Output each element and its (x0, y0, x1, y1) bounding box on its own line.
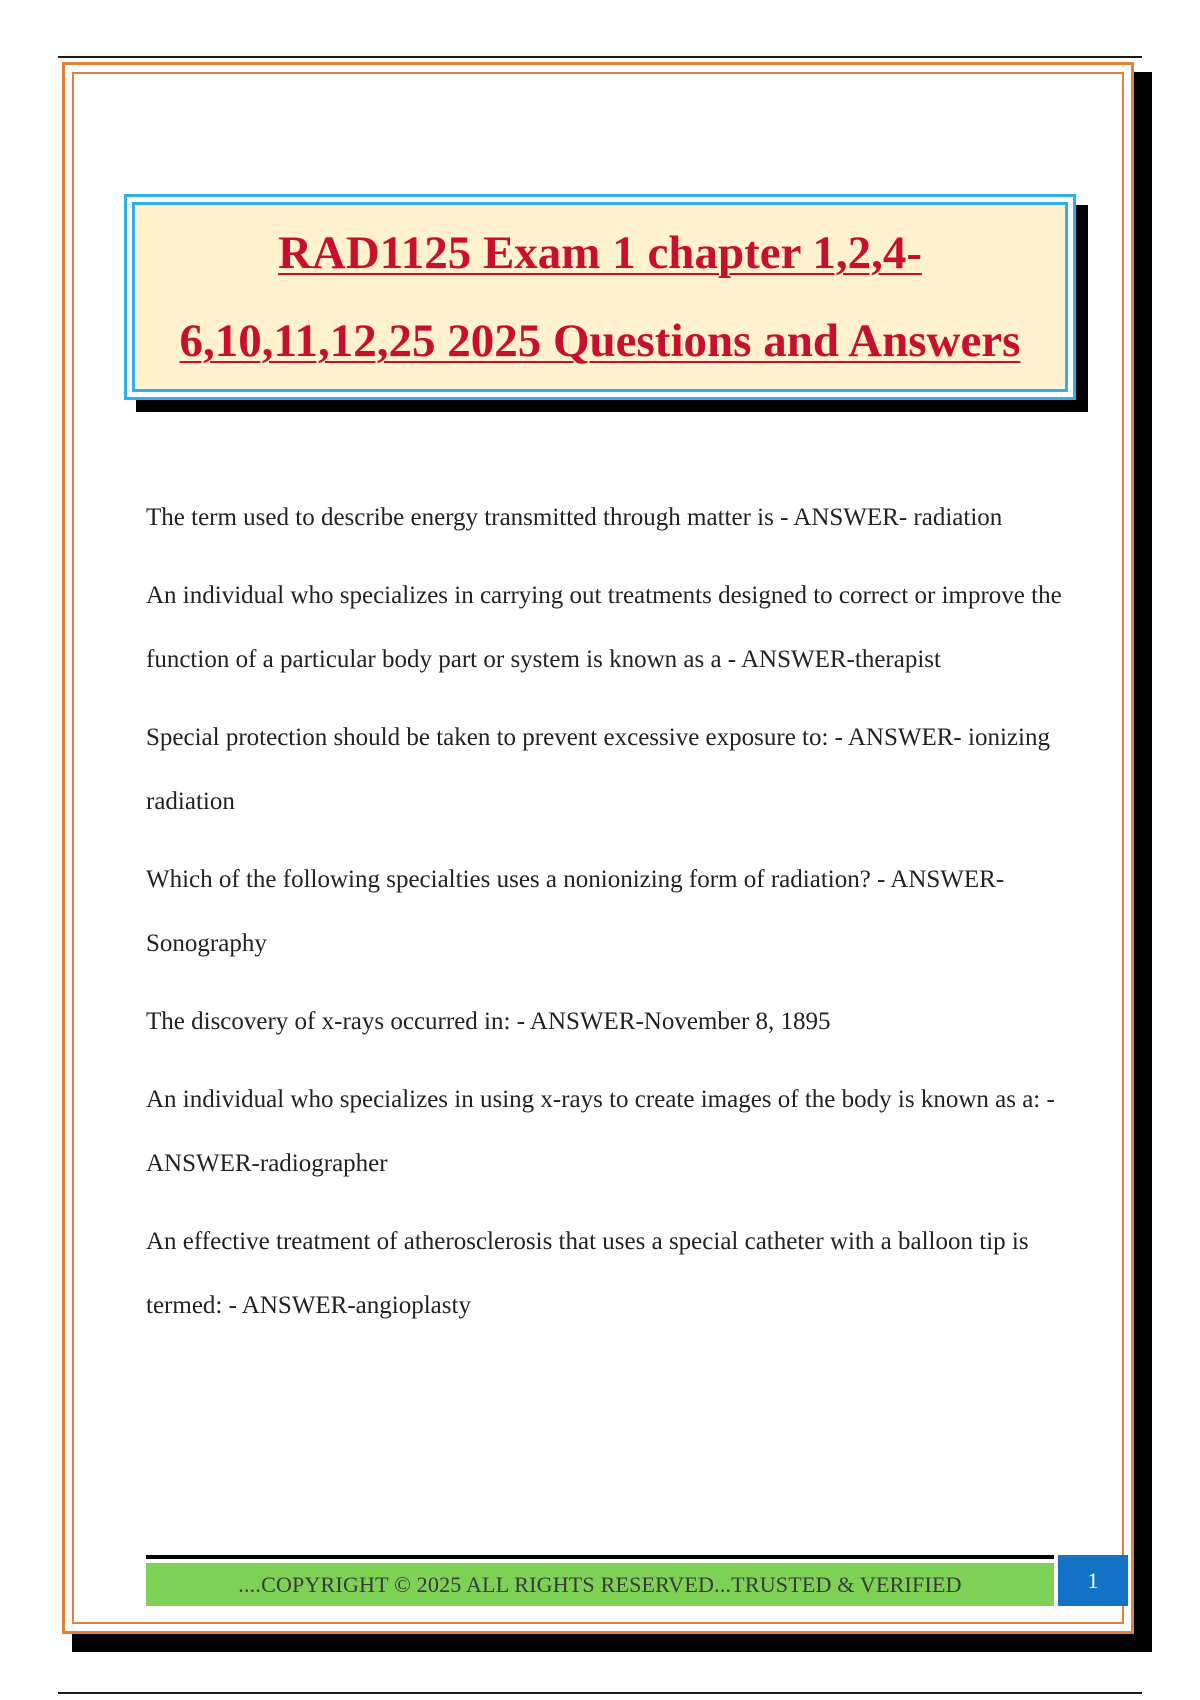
qa-question: The discovery of x-rays occurred in: - ANSWER-November 8, 1895 (146, 1008, 831, 1035)
title-box (124, 194, 1076, 400)
document-title-line-2: 6,10,11,12,25 2025 Questions and Answers (179, 315, 1021, 367)
qa-answer: ANSWER-Sonography (146, 866, 1005, 957)
qa-answer: ionizing radiation (146, 724, 1050, 815)
qa-answer: as a: - ANSWER-radiographer (146, 1086, 1055, 1177)
copyright-text: ....COPYRIGHT © 2025 ALL RIGHTS RESERVED...TRUSTED & VERIFIED (238, 1571, 962, 1597)
qa-item (146, 706, 1066, 834)
top-rule (58, 56, 1142, 58)
copyright-bar (146, 1563, 1054, 1606)
qa-question: Special protection should be taken to prevent excessive exposure to: - ANSWER- (146, 724, 962, 751)
document-title-line-1: RAD1125 Exam 1 chapter 1,2,4- (277, 227, 923, 279)
qa-item (146, 486, 1066, 550)
qa-answer: ANSWER-therapist (741, 646, 941, 673)
page-footer (146, 1555, 1126, 1606)
footer-rule (146, 1555, 1054, 1559)
qa-item (146, 990, 1066, 1054)
qa-item (146, 1210, 1066, 1338)
qa-answer: tip is termed: - ANSWER-angioplasty (146, 1228, 1029, 1319)
qa-question: An individual who specializes in carrying out treatments designed to correct or improve the function of a particular body part or system is known as a - (146, 582, 1062, 673)
qa-item (146, 1068, 1066, 1196)
qa-question: Which of the following specialties uses a nonionizing form of radiation? - (146, 866, 886, 893)
bottom-rule (58, 1692, 1142, 1694)
qa-question: An effective treatment of atherosclerosis that uses a special catheter with a balloon (146, 1228, 973, 1255)
qa-answer: radiation (913, 504, 1003, 531)
qa-item (146, 564, 1066, 692)
qa-item (146, 848, 1066, 976)
qa-question: An individual who specializes in using x-rays to create images of the body is known (146, 1086, 989, 1113)
qa-list (146, 486, 1066, 1352)
title-box-inner (132, 202, 1068, 392)
qa-question: The term used to describe energy transmitted through matter is - ANSWER- (146, 504, 908, 531)
page-number: 1 (1058, 1555, 1128, 1606)
